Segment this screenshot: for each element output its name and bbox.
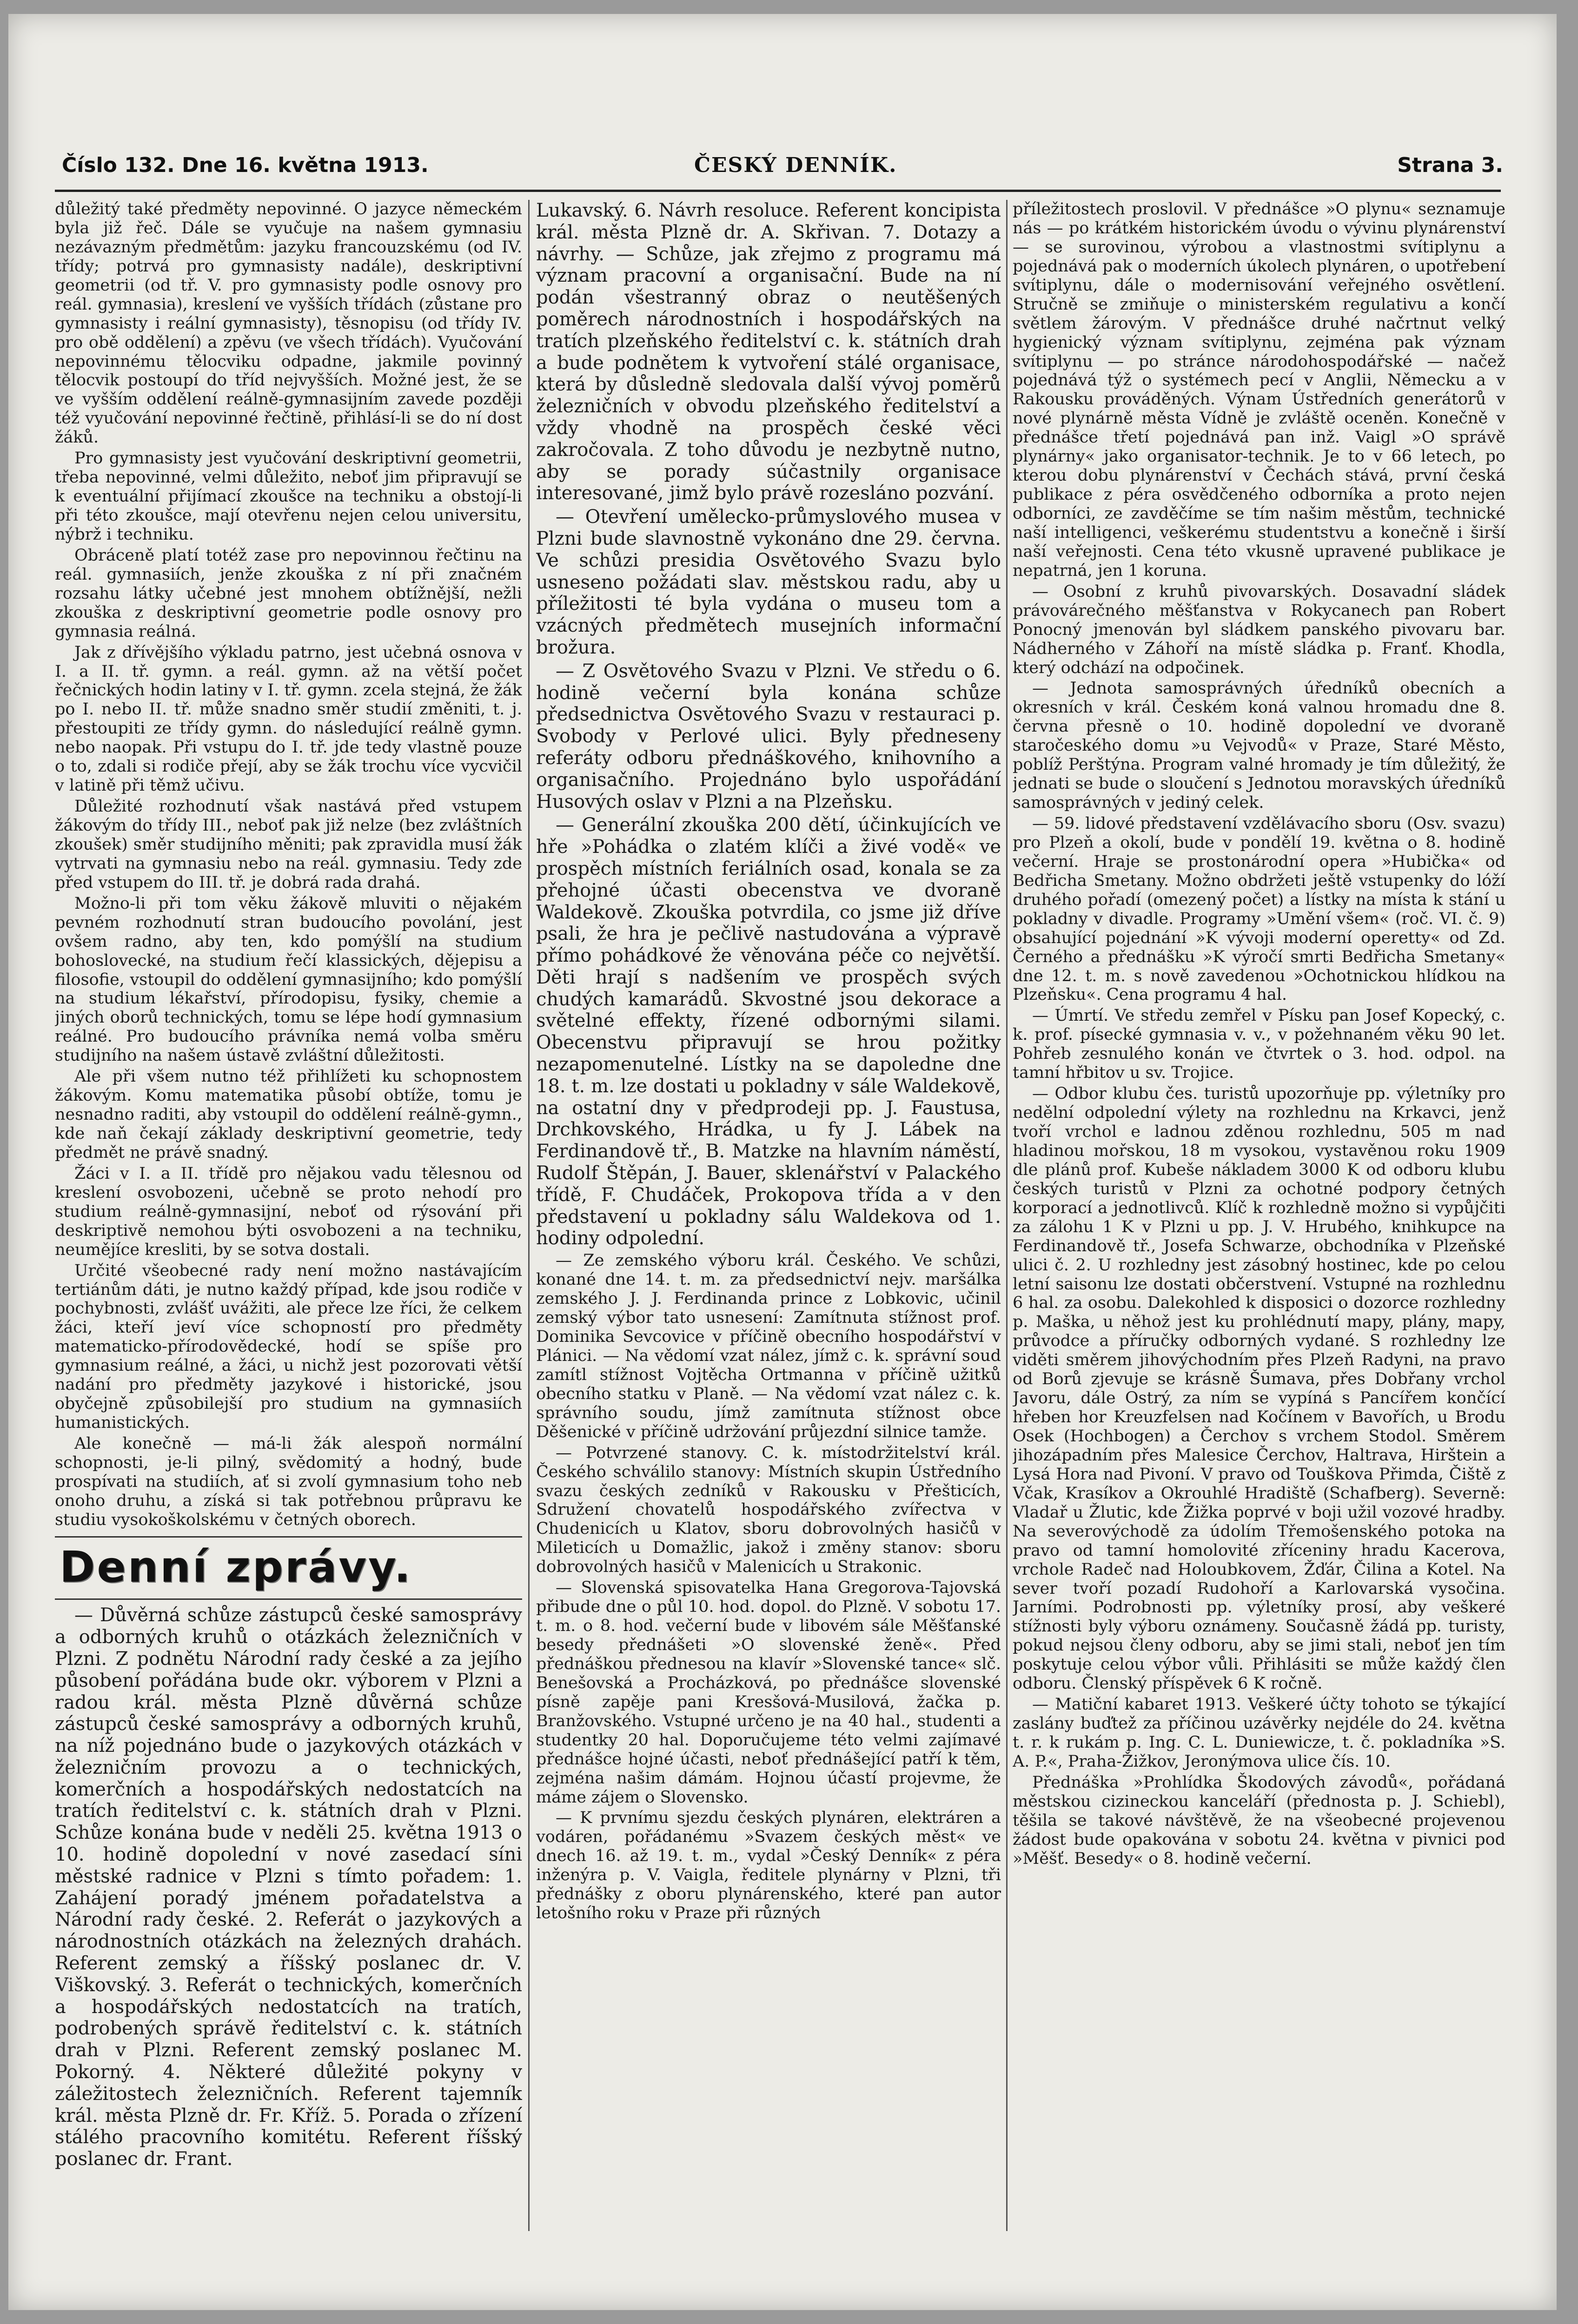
paragraph: — K prvnímu sjezdu českých plynáren, elektráren a vodáren, pořádanému »Svazem českých měst« ve dnech 16. až 19. t. m., vydal »Český Denník« z péra inženýra p. V. Vaigla, ředitele plynárny v Plzni, tři přednášky z oboru plynárenského, které pan autor letošního roku v Praze při různých xyxy=(536,1809,1001,1923)
paragraph: — Z Osvětového Svazu v Plzni. Ve středu o 6. hodině večerní byla konána schůze předsednictva Osvětového Svazu v restauraci p. Svobody v Perlové ulici. Byly předneseny referáty odboru přednáškového, knihovního a organisačního. Projednáno bylo uspořádání Husových oslav v Plzni a na Plzeňsku. xyxy=(536,660,1001,812)
paragraph: — Generální zkouška 200 dětí, účinkujících ve hře »Pohádka o zlatém klíči a živé vodě« ve prospěch místních feriálních osad, konala se za přehojné účasti obecenstva ve dvoraně Waldekově. Zkouška potvrdila, co jsme již dříve psali, že hra je pečlivě nastudována a výpravě přímo pohádkové že věnována péče co největší. Děti hrají s nadšením ve prospěch svých chudých kamarádů. Skvostné jsou dekorace a světelné effekty, řízené odbornými silami. Obecenstvu připravují se hrou požitky nezapomenutelné. Lístky na se dapoledne dne 18. t. m. lze dostati u pokladny v sále Waldekově, na ostatní dny v předprodeji pp. J. Faustusa, Drchkovského, Hrádka, u fy J. Lábek na Ferdinandově tř., B. Matzke na hlavním náměstí, Rudolf Štěpán, J. Bauer, sklenářství v Palackého třídě, F. Chudáček, Prokopova třída a v den představení u pokladny sálu Waldekova od 1. hodiny odpolední. xyxy=(536,814,1001,1249)
paragraph: Jak z dřívějšího výkladu patrno, jest učebná osnova v I. a II. tř. gymn. a reál. gymn. až na větší počet řečnických hodin latiny v I. tř. gymn. zcela stejná, že žák po I. nebo II. tř. může snadno směr studií změniti, t. j. přestoupiti ze třídy gymn. do následující reálně gymn. nebo naopak. Při vstupu do I. tř. jde tedy vlastně pouze o to, zdali si rodiče přejí, aby se žák trochu více vycvičil v latině při těmž učivu. xyxy=(55,643,522,795)
paragraph: Přednáška »Prohlídka Škodových závodů«, pořádaná městskou cizineckou kanceláří (přednosta p. J. Schiebl), těšila se takové návštěvě, že na všeobecné projevenou žádost bude opakována v sobotu 24. května v pivnici pod »Měšť. Besedy« o 8. hodině večerní. xyxy=(1013,1773,1505,1868)
paragraph: — Potvrzené stanovy. C. k. místodržitelství král. Českého schválilo stanovy: Místních skupin Ústředního svazu českých zedníků v Rakousku v Přešticích, Sdružení chovatelů hospodářského zvířectva v Chudenicích u Klatov, sboru dobrovolných hasičů v Mileticích u Domažlic, jakož i změny stanov: sboru dobrovolných hasičů v Malenicích u Strakonic. xyxy=(536,1443,1001,1577)
paragraph: — Odbor klubu čes. turistů upozorňuje pp. výletníky pro nedělní odpolední výlety na rozhlednu na Krkavci, jenž tvoří vrchol e ladnou zděnou rozhlednu, 505 m nad hladinou mořskou, 18 m vysokou, vystavěnou roku 1909 dle plánů prof. Kubeše nákladem 3000 K od odboru klubu českých turistů v Plzni za ochotné podpory četných korporací a jednotlivců. Klíč k rozhledně možno si vypůjčiti za zálohu 1 K v Plzni u pp. J. V. Hrubého, knihkupce na Ferdinandově tř., Josefa Schwarze, obchodníka v Plzeňské ulici č. 2. U rozhledny jest zásobný hostinec, kde po celou letní saisonu lze dostati občerstvení. Vstupné na rozhlednu 6 hal. za osobu. Dalekohled k disposici o dozorce rozhledny p. Maška, u něhož jest ku prohlédnutí mapy, plány, mapy, průvodce a příručky odborných vydané. S rozhledny lze viděti směrem jihovýchodním přes Plzeň Radyni, na pravo od Borů zjevuje se krásně Šumava, přes Dobřany vrchol Javoru, dále Ostrý, za ním se vypíná s Pancířem končící hřeben hor Kreuzfelsen nad Kočínem v Bavořích, u Brodu Osek (Hochbogen) a Čerchov s vrchem Stodol. Směrem jihozápadním přes Malesice Čerchov, Haltrava, Hirštein a Lysá Hora nad Pivoní. V pravo od Touškova Přimda, Čiště z Včak, Krasíkov a Okrouhlé Hradiště (Schafberg). Severně: Vladař u Žlutic, kde Žižka poprvé v boji užil vozové hradby. Na severovýchodě za údolím Třemošenského potoka na pravo od tamní homolovité zříceniny hradu Kacerova, vrchole Radeč nad Holoubkovem, Žďár, Čilina a Kotel. Na sever tvoří pozadí Rudohoří a Karlovarská vysočina. Jarními. Podrobnosti pp. výletníky prosí, aby veškeré stížnosti byly výboru oznámeny. Současně žádá pp. turisty, pokud nejsou členy odboru, aby se jimi stali, neboť jen tím poskytuje celou výbor vůli. Přihlásiti se může každý člen odboru. Členský příspěvek 6 K ročně. xyxy=(1013,1084,1505,1693)
column-divider xyxy=(528,200,530,2231)
column-divider xyxy=(1006,200,1008,2231)
paragraph: důležitý také předměty nepovinné. O jazyce německém byla již řeč. Dále se vyučuje na našem gymnasiu nezávazným předmětům: jazyku francouzskému (od IV. třídy; potrvá pro gymnasisty nadále), deskriptivní geometrii (od tř. V. pro gymnasisty podle osnovy pro reál. gymnasia), kreslení ve vyšších třídách (zůstane pro gymnasisty i reální gymnasisty), těsnopisu (od třídy IV. pro obě oddělení) a zpěvu (ve všech třídách). Vyučování nepovinnému tělocviku odpadne, jakmile povinný tělocvik postoupí do tříd nejvyšších. Možné jest, že se ve vyšším oddělení reálně-gymnasijním zavede později též vyučování nepovinné řečtině, přihlásí-li se do ní dost žáků. xyxy=(55,200,522,447)
page-number: Strana 3. xyxy=(1397,153,1503,177)
column-1 xyxy=(55,200,522,2231)
paragraph: Žáci v I. a II. třídě pro nějakou vadu tělesnou od kreslení osvobozeni, učebně se proto nehodí pro studium reálně-gymnasijní, neboť od rýsování při deskriptivě nemohou býti osvobozeni a na techniku, neumějíce kresliti, by se sotva dostali. xyxy=(55,1164,522,1259)
paragraph: — Jednota samosprávných úředníků obecních a okresních v král. Českém koná valnou hromadu dne 8. června přesně o 10. hodině dopolední ve dvoraně staročeského domu »u Vejvodů« v Praze, Staré Město, poblíž Perštýna. Program valné hromady je tím důležitý, že jednati se bude o sloučení s Jednotou moravských úředníků samosprávných v jediný celek. xyxy=(1013,679,1505,812)
page-header xyxy=(62,153,1503,181)
paragraph: — Slovenská spisovatelka Hana Gregorova-Tajovská přibude dne o půl 10. hod. dopol. do Plzně. V sobotu 17. t. m. o 8. hod. večerní bude v libovém sále Měšťanské besedy přednášeti »O slovenské ženě«. Před přednáškou přednesou na klavír »Slovenské tance« slč. Benešovská a Procházková, po přednášce slovenské písně zapěje pani Kresšová-Musilová, žačka p. Branžovského. Vstupné určeno je na 40 hal., studenti a studentky 20 hal. Doporučujeme této velmi zajímavé přednášce hojné účasti, neboť přednášející patří k těm, zejména našim dámám. Hojnou účastí projevme, že máme zájem o Slovensko. xyxy=(536,1578,1001,1807)
column-2 xyxy=(536,200,1001,2231)
paragraph: Určité všeobecné rady není možno nastávajícím tertiánům dáti, je nutno každý případ, kde jsou rodiče v pochybnosti, zvlášť uvážiti, ale přece lze říci, že celkem žáci, kteří jeví více schopností pro předměty matematicko-přírodovědecké, hodí se spíše pro gymnasium reálné, a žáci, u nichž jest pozorovati větší nadání pro předměty jazykové i historické, jsou obyčejně způsobilejší pro studium na gymnasiích humanistických. xyxy=(55,1261,522,1433)
paragraph: Ale konečně — má-li žák alespoň normální schopnosti, je-li pilný, svědomitý a hodný, bude prospívati na studiích, ať si zvolí gymnasium toho neb onoho druhu, a získá si tak potřebnou průpravu ke studiu vysokoškolskému v četných oborech. xyxy=(55,1434,522,1529)
issue-date: Číslo 132. Dne 16. května 1913. xyxy=(62,153,429,177)
header-rule xyxy=(55,190,1501,192)
section-rule xyxy=(55,1598,522,1600)
paragraph: — 59. lidové představení vzdělávacího sboru (Osv. svazu) pro Plzeň a okolí, bude v pondělí 19. května o 8. hodině večerní. Hraje se prostonárodní opera »Hubička« od Bedřicha Smetany. Možno obdržeti ještě vstupenky do lóží druhého pořadí (omezený počet) a lístky na místa k stání u pokladny v divadle. Programy »Umění všem« (roč. VI. č. 9) obsahující pojednání »K vývoji moderní operetty« od Zd. Černého a přednášku »K výročí smrti Bedřicha Smetany« dne 12. t. m. s nově zavedenou »Ochotnickou hlídkou na Plzeňsku«. Cena programu 4 hal. xyxy=(1013,814,1505,1004)
paragraph: Možno-li při tom věku žákově mluviti o nějakém pevném rozhodnutí stran budoucího povolání, jest ovšem radno, aby ten, kdo pomýšlí na studium bohoslovecké, na studium řečí klassických, dějepisu a filosofie, vstoupil do oddělení gymnasijního; kdo pomýšlí na studium lékařství, přírodopisu, fysiky, chemie a jiných oborů technických, tomu se lépe hodí gymnasium reálné. Pro budoucího právníka nemá volba směru studijního na našem ústavě zvláštní důležitosti. xyxy=(55,894,522,1065)
paragraph: — Otevření umělecko-průmyslového musea v Plzni bude slavnostně vykonáno dne 29. června. Ve schůzi presidia Osvětového Svazu bylo usneseno požádati slav. městskou radu, aby u příležitosti té byla vydána o museu tom a vzácných předmětech musejních informační brožura. xyxy=(536,506,1001,658)
paragraph: — Důvěrná schůze zástupců české samosprávy a odborných kruhů o otázkách železničních v Plzni. Z podnětu Národní rady české a za jejího působení pořádána bude okr. výborem v Plzni a radou král. města Plzně důvěrná schůze zástupců české samosprávy a odborných kruhů, na níž pojednáno bude o jazykových otázkách v železničním provozu a o technických, komerčních a hospodářských nedostatcích na tratích ředitelství c. k. státních drah v Plzni. Schůze konána bude v neděli 25. května 1913 o 10. hodině dopolední v nové zasedací síni městské radnice v Plzni s tímto pořadem: 1. Zahájení poradý jménem pořadatelstva a Národní rady české. 2. Referát o jazykových a národnostních otázkách na železných drahách. Referent zemský a říšský poslanec dr. V. Viškovský. 3. Referát o technických, komerčních a hospodářských nedostatcích na tratích, podrobených správě ředitelství c. k. státních drah v Plzni. Referent zemský poslanec M. Pokorný. 4. Některé důležité pokyny v záležitostech železničních. Referent tajemník král. města Plzně dr. Fr. Kříž. 5. Porada o zřízení stálého pracovního komitétu. Referent říšský poslanec dr. Frant. xyxy=(55,1604,522,2170)
paragraph: — Ze zemského výboru král. Českého. Ve schůzi, konané dne 14. t. m. za předsednictví nejv. maršálka zemského J. J. Ferdinanda prince z Lobkovic, učinil zemský výbor tato usnesení: Zamítnuta stížnost prof. Dominika Sevcovice v příčině obecního hospodářství v Plánici. — Na vědomí vzat nález, jímž c. k. správní soud zamítl stížnost Vojtěcha Ortmanna v příčině užitků obecního statku v Planě. — Na vědomí vzat nález c. k. správního soudu, jímž zamítnuta stížnost obce Děšenické v příčině udržování průjezdní silnice tamže. xyxy=(536,1251,1001,1441)
paragraph: — Matiční kabaret 1913. Veškeré účty tohoto se týkající zaslány buďtež za příčinou uzávěrky nejdéle do 24. května t. r. k rukám p. Ing. C. L. Duniewicze, t. č. pokladníka »S. A. P.«, Praha-Žižkov, Jeronýmova ulice čís. 10. xyxy=(1013,1695,1505,1771)
paragraph: Obráceně platí totéž zase pro nepovinnou řečtinu na reál. gymnasiích, jenže zkouška z ní při značném rozsahu látky učebné jest mnohem obtížnější, nežli zkouška z deskriptivní geometrie podle osnovy pro gymnasia reálná. xyxy=(55,546,522,641)
paragraph: příležitostech proslovil. V přednášce »O plynu« seznamuje nás — po krátkém historickém úvodu o vývinu plynárenství — se surovinou, výrobou a vlastnostmi svítiplynu a pojednává pak o moderních úkolech plynáren, o upotřebení svítiplynu, dále o modernisování veřejného osvětlení. Stručně se zmiňuje o ministerském regulativu a končí světlem žárovým. V přednášce druhé načrtnut velký hygienický význam svítiplynu, zejména pak význam svítiplynu — po stránce národohospodářské — načež pojednává týž o systémech pecí v Anglii, Německu a v Rakousku prováděných. Výnam Ústředních generátorů v nové plynárně města Vídně je zvláště oceněn. Konečně v přednášce třetí pojednává pan inž. Vaigl »O správě plynárny« jako organisator-technik. Je to v 66 letech, po kterou dobu plynárenství v Čechách stává, první česká publikace z péra osvědčeného odborníka a proto nejen odborníci, ze zavděčíme se tím našim městům, technické naší intelligenci, veškerému studentstvu a konečně i širší naší veřejnosti. Cena této vkusně upravené publikace je nepatrná, jen 1 koruna. xyxy=(1013,200,1505,580)
paragraph: Pro gymnasisty jest vyučování deskriptivní geometrii, třeba nepovinné, velmi důležito, neboť jim připravují se k eventuální přijímací zkoušce na techniku a obstojí-li při této zkoušce, mají otevřenu nejen celou universitu, nýbrž i techniku. xyxy=(55,449,522,544)
section-rule xyxy=(55,1536,522,1538)
paragraph: — Osobní z kruhů pivovarských. Dosavadní sládek právovárečného měšťanstva v Rokycanech pan Robert Ponocný jmenován byl sládkem panského pivovaru bar. Nádherného v Záhoří na místě sládka p. Franť. Khodla, který odchází na odpočinek. xyxy=(1013,582,1505,677)
newspaper-title: ČESKÝ DENNÍK. xyxy=(694,153,897,177)
section-heading: Denní zprávy. xyxy=(60,1542,412,1592)
paragraph: Důležité rozhodnutí však nastává před vstupem žákovým do třídy III., neboť pak již nelze (bez zvláštních zkoušek) směr studijního měniti; pak zpravidla musí žák vytrvati na gymnasiu nebo na reál. gymnasiu. Tedy zde před vstupem do III. tř. je dobrá rada drahá. xyxy=(55,797,522,892)
paragraph: — Úmrtí. Ve středu zemřel v Písku pan Josef Kopecký, c. k. prof. písecké gymnasia v. v., v požehnaném věku 90 let. Pohřeb zesnulého konán ve čtvrtek o 3. hod. odpol. na tamní hřbitov u sv. Trojice. xyxy=(1013,1006,1505,1083)
newspaper-page xyxy=(8,14,1557,2310)
paragraph: Ale při všem nutno též přihlížeti ku schopnostem žákovým. Komu matematika působí obtíže, tomu je nesnadno raditi, aby vstoupil do oddělení reálně-gymn., kde naň čekají základy deskriptivní geometrie, tedy předmět ne právě snadný. xyxy=(55,1067,522,1162)
column-3 xyxy=(1013,200,1505,2231)
paragraph: Lukavský. 6. Návrh resoluce. Referent koncipista král. města Plzně dr. A. Skřivan. 7. Dotazy a návrhy. — Schůze, jak zřejmo z programu má význam pracovní a organisační. Bude na ní podán všestranný obraz o neutěšených poměrech národnostních i hospodářských na tratích plzeňského ředitelství c. k. státních drah a bude podnětem k vytvoření stálé organisace, která by důsledně sledovala další vývoj poměrů železničních v obvodu plzeňského ředitelství a vždy vhodně na prospěch české věci zakročovala. Z toho důvodu je nezbytně nutno, aby se porady súčastnily organisace interesované, jimž bylo právě rozesláno pozvání. xyxy=(536,200,1001,504)
